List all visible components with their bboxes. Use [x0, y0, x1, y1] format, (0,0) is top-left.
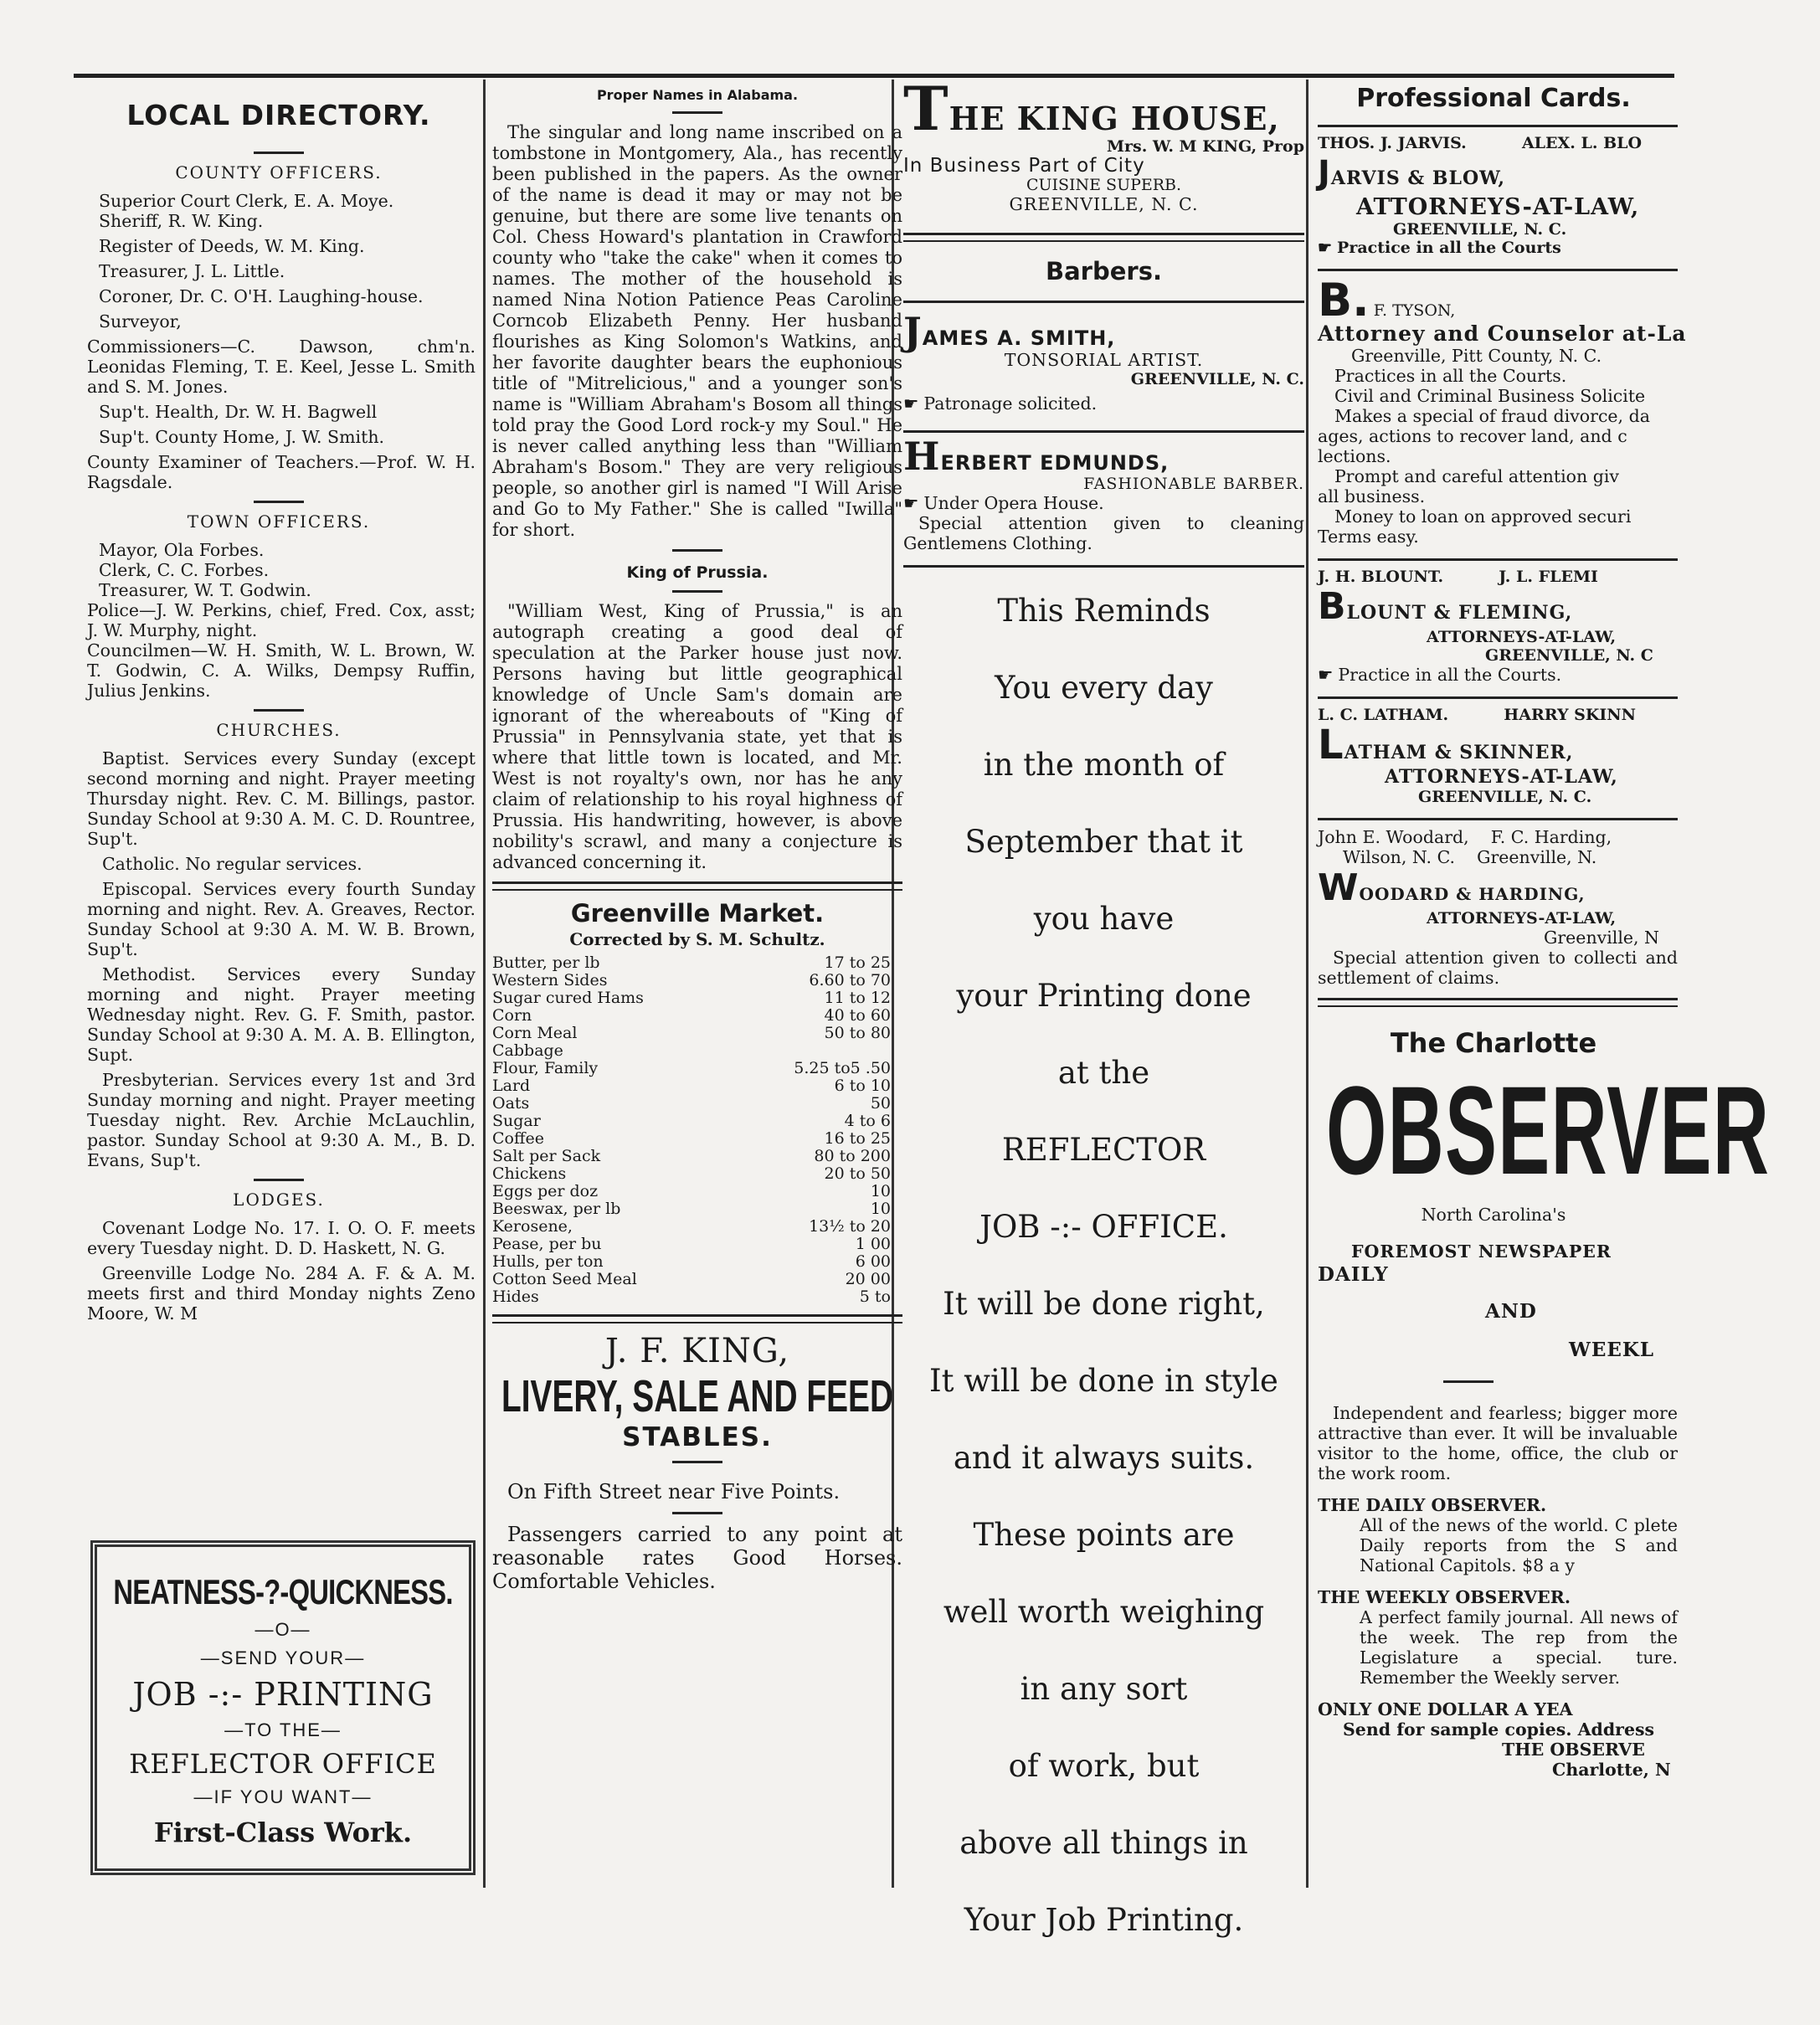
jarvis-blow-title: ATTORNEYS-AT-LAW, [1356, 194, 1640, 220]
ad-headline: NEATNESS-?-QUICKNESS. [113, 1572, 453, 1611]
lodges-heading: LODGES. [233, 1190, 325, 1210]
reminder-line: REFLECTOR [1001, 1132, 1206, 1168]
market-price [731, 1042, 902, 1060]
daily-observer-body: All of the news of the world. C plete Daily reports from the S and National Capitols. $8 a y [1360, 1515, 1678, 1575]
divider [254, 501, 304, 503]
divider [903, 301, 1304, 303]
column-local-directory [74, 84, 484, 1925]
market-table [492, 954, 902, 1306]
column-business [892, 73, 1314, 1938]
latham-skinner-firm: LATHAM & SKINNER, [1318, 722, 1574, 768]
divider [254, 152, 304, 154]
market-price: 5 to [859, 1287, 891, 1306]
market-row [492, 1253, 902, 1271]
market-price: 5.25 to5 .50 [794, 1059, 891, 1077]
church-entry: Baptist. Services every Sunday (except second morning and night. Prayer meeting Thursday night. Rev. C. M. Billings, pastor. Sunday School at 9:30 A. M. C. D. Rountree, Sup't. [87, 748, 476, 849]
market-row [492, 1200, 902, 1218]
town-officer: Clerk, C. C. Forbes. [99, 560, 270, 580]
market-row [492, 1130, 902, 1148]
jarvis-blow-city: GREENVILLE, N. C. [1393, 220, 1567, 239]
send-sample: Send for sample copies. Address [1343, 1719, 1655, 1740]
divider [492, 881, 902, 891]
smith-city: GREENVILLE, N. C. [1130, 370, 1304, 388]
reminder-line: and it always suits. [953, 1440, 1255, 1476]
reminder-line: JOB -:- OFFICE. [979, 1209, 1228, 1245]
market-item: Eggs per doz [492, 1182, 599, 1200]
barbers-heading: Barbers. [1046, 257, 1162, 285]
county-officer: Superior Court Clerk, E. A. Moye. [99, 191, 394, 211]
market-price: 4 to 6 [844, 1112, 891, 1130]
reminder-line: You every day [995, 670, 1213, 706]
market-price: 50 [870, 1094, 891, 1113]
divider [1318, 125, 1678, 127]
jarvis-blow-names: THOS. J. JARVIS. ALEX. L. BLO [1318, 134, 1643, 152]
observer-foremost: FOREMOST NEWSPAPER [1351, 1241, 1612, 1262]
market-row [492, 1183, 902, 1200]
king-house-city: GREENVILLE, N. C. [1009, 194, 1199, 214]
market-price: 20 00 [845, 1270, 891, 1288]
market-title: Greenville Market. [570, 899, 825, 928]
market-price: 11 to 12 [824, 989, 891, 1007]
blount-fleming-names: J. H. BLOUNT. J. L. FLEMI [1318, 568, 1598, 586]
divider [672, 549, 722, 552]
ad-reflector-office: REFLECTOR OFFICE [129, 1748, 437, 1780]
county-officer: Coroner, Dr. C. O'H. Laughing-house. [99, 286, 424, 306]
market-row [492, 1218, 902, 1236]
observer-weekly: WEEKL [1569, 1339, 1655, 1361]
divider [672, 1512, 722, 1514]
market-price: 20 to 50 [824, 1164, 891, 1183]
column-articles [487, 84, 913, 1925]
divider [254, 709, 304, 712]
divider [903, 233, 1304, 242]
tyson-detail-line: all business. [1318, 486, 1426, 506]
smith-name: JAMES A. SMITH, [903, 309, 1116, 354]
tyson-city: Greenville, Pitt County, N. C. [1351, 346, 1602, 366]
lodge-entry: Covenant Lodge No. 17. I. O. O. F. meets every Tuesday night. D. D. Haskett, N. G. [87, 1218, 476, 1258]
county-officer: Register of Deeds, W. M. King. [99, 236, 365, 256]
market-row [492, 1113, 902, 1130]
livery-location: On Fifth Street near Five Points. [507, 1480, 841, 1503]
market-item: Pease, per bu [492, 1235, 602, 1253]
king-house-location: In Business Part of City [903, 155, 1145, 177]
market-row [492, 1288, 902, 1306]
market-item: Cabbage [492, 1041, 563, 1060]
market-row [492, 1236, 902, 1253]
observer-nc: North Carolina's [1421, 1205, 1566, 1225]
market-item: Coffee [492, 1129, 544, 1148]
market-price: 13½ to 20 [809, 1217, 891, 1236]
latham-skinner-title: ATTORNEYS-AT-LAW, [1385, 766, 1618, 788]
church-entry: Presbyterian. Services every 1st and 3rd Sunday morning and night. Prayer meeting Tuesday night. Rev. Archie McLauchlin, pastor. Sunday School at 9:30 A. M., B. D. Evans, Sup't. [87, 1070, 476, 1170]
market-row [492, 1148, 902, 1165]
church-entry: Episcopal. Services every fourth Sunday morning and night. Rev. A. Greaves, Rector. Sunday School at 9:30 A. M. W. B. Brown, Sup't. [87, 879, 476, 959]
woodard-harding-cities: Wilson, N. C. Greenville, N. [1343, 847, 1597, 867]
edmunds-note: Special attention given to cleaning Gentlemens Clothing. [903, 513, 1304, 553]
county-officer: Sup't. County Home, J. W. Smith. [99, 427, 385, 447]
market-row [492, 1007, 902, 1025]
market-row [492, 954, 902, 972]
divider [1318, 696, 1678, 699]
market-row [492, 1042, 902, 1060]
reminder-line: It will be done right, [943, 1286, 1265, 1322]
market-item: Flour, Family [492, 1059, 599, 1077]
churches-heading: CHURCHES. [216, 720, 342, 740]
reminder-line: It will be done in style [929, 1363, 1278, 1399]
weekly-observer-heading: THE WEEKLY OBSERVER. [1318, 1587, 1571, 1607]
market-item: Salt per Sack [492, 1147, 601, 1165]
tyson-detail-line: lections. [1318, 446, 1391, 466]
market-price: 6 00 [855, 1252, 891, 1271]
daily-observer-heading: THE DAILY OBSERVER. [1318, 1495, 1547, 1515]
market-price: 6.60 to 70 [809, 971, 891, 989]
one-dollar: ONLY ONE DOLLAR A YEA [1318, 1699, 1573, 1719]
market-item: Sugar cured Hams [492, 989, 644, 1007]
market-item: Chickens [492, 1164, 567, 1183]
market-row [492, 1025, 902, 1042]
market-item: Sugar [492, 1112, 541, 1130]
woodard-harding-city: Greenville, N [1544, 928, 1659, 948]
market-item: Western Sides [492, 971, 608, 989]
reminder-line: This Reminds [997, 593, 1211, 629]
woodard-harding-names: John E. Woodard, F. C. Harding, [1318, 827, 1612, 847]
divider [1318, 998, 1678, 1007]
tyson-details [1318, 366, 1820, 547]
charlotte-heading: The Charlotte [1390, 1027, 1597, 1059]
latham-skinner-names: L. C. LATHAM. HARRY SKINN [1318, 706, 1637, 724]
king-house-title: THE KING HOUSE, [903, 73, 1280, 144]
divider [492, 1314, 902, 1323]
market-row [492, 989, 902, 1007]
town-officer: Councilmen—W. H. Smith, W. L. Brown, W. T. Godwin, C. A. Wilks, Dempsy Ruffin, Julius Jenkins. [87, 640, 476, 701]
reflector-reminder-ad [903, 594, 1304, 1937]
latham-skinner-city: GREENVILLE, N. C. [1418, 788, 1592, 806]
market-item: Butter, per lb [492, 953, 600, 972]
county-officer: Sup't. Health, Dr. W. H. Bagwell [99, 402, 378, 422]
proper-names-title: Proper Names in Alabama. [596, 87, 799, 103]
town-officer: Mayor, Ola Forbes. [99, 540, 265, 560]
observer-masthead: OBSERVER [1326, 1060, 1771, 1200]
church-entry: Catholic. No regular services. [102, 854, 362, 874]
market-price: 6 to 10 [834, 1077, 891, 1095]
observer-city: Charlotte, N [1552, 1760, 1671, 1780]
town-officer: Treasurer, W. T. Godwin. [99, 580, 311, 600]
blount-fleming-note: ☛ Practice in all the Courts. [1318, 665, 1820, 685]
divider [254, 1179, 304, 1181]
divider [1318, 269, 1678, 271]
reminder-line: above all things in [959, 1825, 1248, 1861]
observer-independent: Independent and fearless; bigger more attractive than ever. It will be invaluable visitor to the home, office, the club or the work room. [1318, 1403, 1678, 1483]
market-row [492, 1095, 902, 1113]
market-item: Hulls, per ton [492, 1252, 604, 1271]
tyson-detail-line: Civil and Criminal Business Solicite [1334, 386, 1646, 406]
woodard-harding-title: ATTORNEYS-AT-LAW, [1427, 909, 1617, 928]
ad-line: —TO THE— [224, 1719, 342, 1740]
market-item: Hides [492, 1287, 539, 1306]
ad-line: —SEND YOUR— [200, 1647, 366, 1668]
divider [672, 1461, 722, 1463]
weekly-observer-body: A perfect family journal. All news of the week. The rep from the Legislature a special. ture. Remember the Weekly server. [1360, 1607, 1678, 1688]
market-price: 10 [870, 1200, 891, 1218]
tyson-detail-line: Practices in all the Courts. [1334, 366, 1567, 386]
divider [672, 111, 722, 114]
printing-advertisement [90, 1540, 476, 1875]
observer-daily: DAILY [1318, 1263, 1389, 1286]
lodge-entry: Greenville Lodge No. 284 A. F. & A. M. meets first and third Monday nights Zeno Moore, W. M [87, 1263, 476, 1323]
tyson-title: Attorney and Counselor at-La [1318, 321, 1687, 346]
market-item: Kerosene, [492, 1217, 573, 1236]
smith-note: ☛ Patronage solicited. [903, 393, 1304, 414]
tyson-detail-line: Terms easy. [1318, 527, 1419, 547]
market-price: 40 to 60 [824, 1006, 891, 1025]
divider [1318, 818, 1678, 820]
tyson-detail-line: Makes a special of fraud divorce, da [1334, 406, 1650, 426]
county-officer: Surveyor, [99, 311, 182, 332]
market-price: 10 [870, 1182, 891, 1200]
town-officer: Police—J. W. Perkins, chief, Fred. Cox, asst; J. W. Murphy, night. [87, 600, 476, 640]
market-row [492, 1271, 902, 1288]
divider [1318, 558, 1678, 561]
reminder-line: in any sort [1020, 1671, 1188, 1707]
top-rule [74, 74, 1674, 78]
edmunds-title: FASHIONABLE BARBER. [1083, 475, 1304, 493]
reminder-line: of work, but [1008, 1748, 1200, 1784]
market-item: Corn [492, 1006, 532, 1025]
ad-line: —O— [254, 1619, 311, 1640]
market-row [492, 972, 902, 989]
prussia-title: King of Prussia. [626, 563, 769, 582]
market-row [492, 1060, 902, 1077]
directory-title: LOCAL DIRECTORY. [126, 99, 431, 131]
county-officer: Treasurer, J. L. Little. [99, 261, 285, 281]
divider [903, 430, 1304, 433]
tyson-name: B. F. TYSON, [1318, 274, 1456, 326]
market-row [492, 1077, 902, 1095]
reminder-line: September that it [964, 824, 1243, 860]
divider [1443, 1380, 1494, 1383]
market-subtitle: Corrected by S. M. Schultz. [569, 929, 825, 949]
market-item: Corn Meal [492, 1024, 578, 1042]
reminder-line: you have [1033, 901, 1175, 937]
professional-cards-title: Professional Cards. [1356, 84, 1631, 113]
observer-and: AND [1485, 1300, 1537, 1323]
ad-job-printing: JOB -:- PRINTING [132, 1676, 434, 1713]
king-house-proprietor: Mrs. W. M KING, Prop [1106, 137, 1304, 156]
observer-address: THE OBSERVE [1502, 1740, 1645, 1760]
blount-fleming-city: GREENVILLE, N. C [1485, 646, 1653, 665]
livery-passengers: Passengers carried to any point at reasonable rates Good Horses. Comfortable Vehicles. [492, 1523, 902, 1593]
proper-names-body: The singular and long name inscribed on a tombstone in Montgomery, Ala., has recently been published in the papers. As the owner of the name is dead it may or may not be genuine, but there are some live tenants on Col. Chess Howard's plantation in Crawford county who "take the cake" when it comes to names. The mother of the household is named Nina Notion Patience Peas Caroline Corncob Elizabeth Penny. Her husband flourishes as King Solomon's Watkins, and her favorite daughter bears the euphonious title of "Mitrelicious," and a younger son's name is "William Abraham's Bosom all things told pray the Good Lord rock-y my Soul." He is never called anything less than "William Abraham's Bosom." They are very religious people, so another girl is named "I Will Arise and Go to My Father." She is called "Iwilla" for short. [492, 122, 902, 540]
market-row [492, 1165, 902, 1183]
market-price: 50 to 80 [824, 1024, 891, 1042]
tyson-detail-line: ages, actions to recover land, and c [1318, 426, 1627, 446]
county-officer: Sheriff, R. W. King. [99, 211, 264, 231]
reminder-line: These points are [973, 1517, 1235, 1553]
tyson-detail-line: Money to loan on approved securi [1334, 506, 1632, 527]
ad-line: —IF YOU WANT— [193, 1786, 373, 1807]
reminder-line: in the month of [983, 747, 1225, 783]
reminder-line: well worth weighing [943, 1594, 1265, 1630]
county-officer: County Examiner of Teachers.—Prof. W. H. Ragsdale. [87, 452, 476, 492]
jarvis-blow-note: ☛ Practice in all the Courts [1318, 239, 1820, 257]
market-price: 17 to 25 [824, 953, 891, 972]
market-item: Lard [492, 1077, 531, 1095]
market-item: Oats [492, 1094, 530, 1113]
stables-label: STABLES. [622, 1422, 773, 1452]
livery-headline: LIVERY, SALE AND FEED [501, 1371, 894, 1421]
edmunds-location: ☛ Under Opera House. [903, 493, 1304, 513]
blount-fleming-title: ATTORNEYS-AT-LAW, [1427, 628, 1617, 646]
blount-fleming-firm: BLOUNT & FLEMING, [1318, 585, 1573, 628]
church-entry: Methodist. Services every Sunday morning and night. Prayer meeting Wednesday night. Rev. G. F. Smith, pastor. Sunday School at 9:30 A. M. A. B. Ellington, Supt. [87, 964, 476, 1065]
ad-first-class: First-Class Work. [153, 1817, 413, 1848]
market-price: 80 to 200 [814, 1147, 891, 1165]
market-price: 16 to 25 [824, 1129, 891, 1148]
smith-title: TONSORIAL ARTIST. [1004, 350, 1204, 370]
county-officer: Commissioners—C. Dawson, chm'n. Leonidas Fleming, T. E. Keel, Jesse L. Smith and S. M. Jones. [87, 337, 476, 397]
jarvis-blow-firm: JARVIS & BLOW, [1318, 154, 1506, 193]
reminder-line: Your Job Printing. [964, 1902, 1244, 1938]
king-house-cuisine: CUISINE SUPERB. [1026, 176, 1182, 194]
county-officers-heading: COUNTY OFFICERS. [175, 162, 383, 182]
woodard-harding-note: Special attention given to collecti and settlement of claims. [1318, 948, 1678, 988]
market-price: 1 00 [855, 1235, 891, 1253]
column-professional-cards [1306, 84, 1771, 1925]
market-item: Cotton Seed Meal [492, 1270, 637, 1288]
woodard-harding-firm: WOODARD & HARDING, [1318, 866, 1586, 909]
king-livery-name: J. F. KING, [604, 1332, 790, 1370]
divider [903, 565, 1304, 568]
prussia-body: "William West, King of Prussia," is an autograph creating a good deal of speculation at the Parker house just now. Persons having but little geographical knowledge of Uncle Sam's domain are ignorant of the whereabouts of "King of Prussia" in Pennsylvania state, yet that is where that little town is located, and Mr. West is not royalty's own, nor has he any claim of relationship to his royal highness of Prussia. His handwriting, however, is above nobility's scrawl, and many a conjecture is advanced concerning it. [492, 601, 902, 872]
tyson-detail-line: Prompt and careful attention giv [1334, 466, 1619, 486]
town-officers-heading: TOWN OFFICERS. [187, 511, 371, 532]
market-item: Beeswax, per lb [492, 1200, 621, 1218]
divider [672, 590, 722, 593]
reminder-line: your Printing done [956, 978, 1252, 1014]
edmunds-name: HERBERT EDMUNDS, [903, 434, 1170, 479]
reminder-line: at the [1057, 1055, 1150, 1091]
